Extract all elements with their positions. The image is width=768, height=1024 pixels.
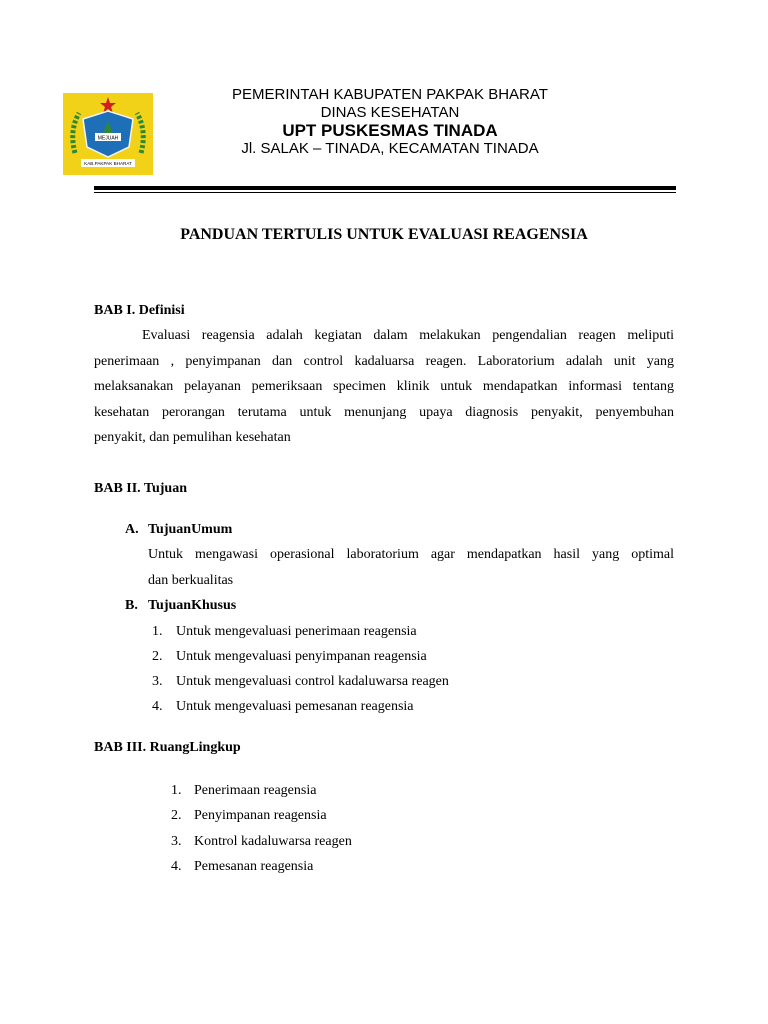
- bab1-paragraph-line: kesehatan perorangan terutama untuk menunjang upaya diagnosis penyakit, penyembuhan: [94, 405, 674, 420]
- bab2-section-a-title: TujuanUmum: [148, 522, 233, 537]
- regency-emblem-logo: [63, 93, 153, 175]
- list-item-number: 1.: [171, 783, 182, 798]
- bab2-section-b-title: TujuanKhusus: [148, 598, 237, 613]
- list-item-number: 3.: [152, 674, 163, 689]
- list-item: Penerimaan reagensia: [194, 783, 317, 798]
- logo-banner-text: KAB.PAKPAK BHARAT: [84, 161, 132, 166]
- header-department-line: DINAS KESEHATAN: [320, 104, 460, 121]
- bab1-heading: BAB I. Definisi: [94, 303, 185, 318]
- list-item: Untuk mengevaluasi pemesanan reagensia: [176, 699, 414, 714]
- list-item-number: 4.: [171, 859, 182, 874]
- header-institution-name: UPT PUSKESMAS TINADA: [282, 121, 498, 140]
- list-item: Pemesanan reagensia: [194, 859, 314, 874]
- list-item: Kontrol kadaluwarsa reagen: [194, 834, 352, 849]
- list-item-number: 2.: [171, 808, 182, 823]
- logo-ribbon-text: MEJUAH: [97, 135, 119, 142]
- header-government-line: PEMERINTAH KABUPATEN PAKPAK BHARAT: [232, 86, 548, 103]
- bab2-section-a-marker: A.: [125, 522, 139, 537]
- document-title: PANDUAN TERTULIS UNTUK EVALUASI REAGENSIA: [180, 226, 588, 243]
- bab1-paragraph-line: penyakit, dan pemulihan kesehatan: [94, 430, 291, 445]
- bab2-section-a-line: Untuk mengawasi operasional laboratorium agar mendapatkan hasil yang optimal: [148, 547, 674, 562]
- list-item-number: 4.: [152, 699, 163, 714]
- list-item: Untuk mengevaluasi control kadaluwarsa reagen: [176, 674, 449, 689]
- bab2-section-a-line: dan berkualitas: [148, 573, 234, 588]
- header-address-line: Jl. SALAK – TINADA, KECAMATAN TINADA: [241, 140, 539, 157]
- list-item: Untuk mengevaluasi penyimpanan reagensia: [176, 649, 427, 664]
- bab1-paragraph-line: Evaluasi reagensia adalah kegiatan dalam melakukan pengendalian reagen meliputi: [142, 328, 674, 343]
- bab2-heading: BAB II. Tujuan: [94, 481, 188, 496]
- bab3-heading: BAB III. RuangLingkup: [94, 740, 241, 755]
- list-item-number: 3.: [171, 834, 182, 849]
- bab2-section-b-marker: B.: [125, 598, 138, 613]
- bab1-paragraph-line: penerimaan , penyimpanan dan control kadaluarsa reagen. Laboratorium adalah unit yang: [94, 354, 674, 369]
- letterhead-divider-thin: [94, 192, 676, 193]
- list-item: Penyimpanan reagensia: [194, 808, 327, 823]
- list-item-number: 2.: [152, 649, 163, 664]
- list-item: Untuk mengevaluasi penerimaan reagensia: [176, 624, 417, 639]
- letterhead-divider-thick: [94, 186, 676, 190]
- list-item-number: 1.: [152, 624, 163, 639]
- bab1-paragraph-line: melaksanakan pelayanan pemeriksaan specimen klinik untuk mendapatkan informasi tentang: [94, 379, 674, 394]
